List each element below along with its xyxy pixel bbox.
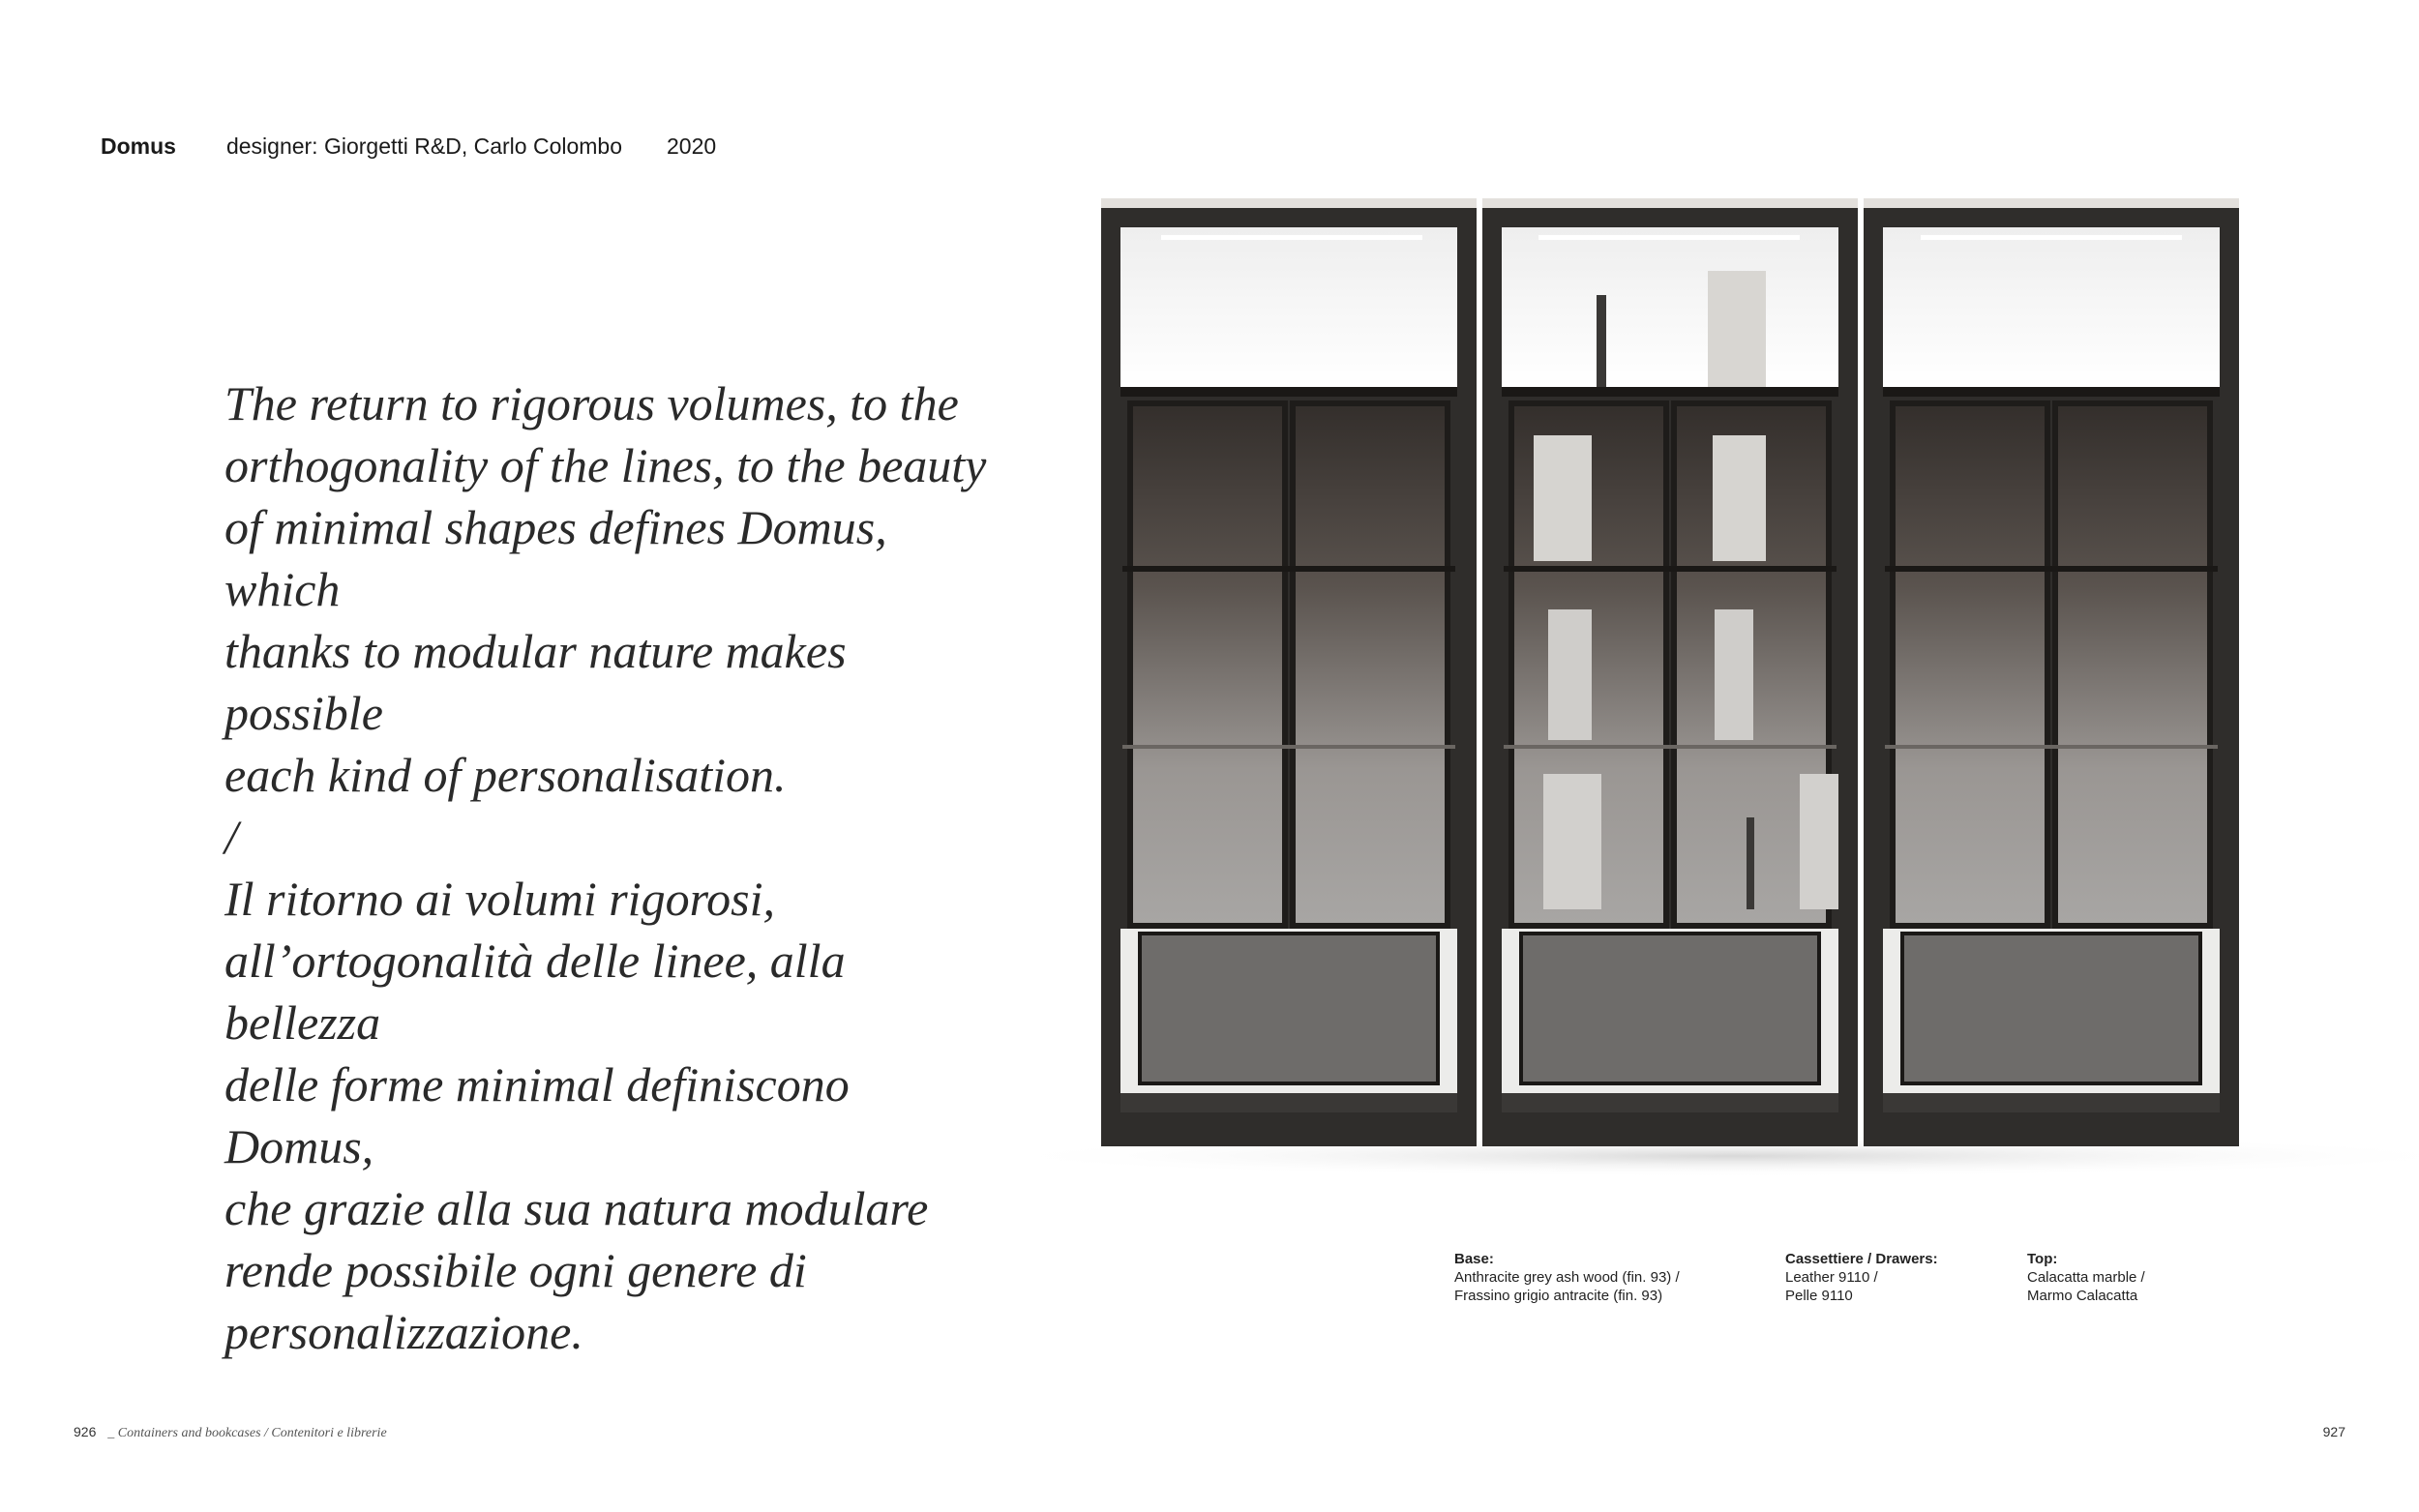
spec-line: Leather 9110 / [1785,1269,1878,1286]
page-number-right: 927 [2322,1424,2345,1439]
quote-line: personalizzazione. [224,1305,583,1359]
spec-title: Cassettiere / Drawers: [1785,1251,1938,1267]
page-number-left: 926 [74,1424,97,1439]
description-quote [224,372,999,1363]
quote-line: thanks to modular nature makes possible [224,624,847,740]
spec-line: Pelle 9110 [1785,1288,1853,1304]
bookcase-module-right [1864,198,2239,1146]
spec-line: Calacatta marble / [2027,1269,2145,1286]
quote-line: orthogonality of the lines, to the beauty [224,438,987,492]
brand-name: Domus [101,133,176,159]
quote-separator: / [224,810,238,864]
spec-top [2027,1250,2145,1305]
quote-line: delle forme minimal definiscono Domus, [224,1057,850,1173]
spec-base [1454,1250,1680,1305]
page-header [101,133,716,160]
spec-drawers [1785,1250,1938,1305]
quote-line: rende possibile ogni genere di [224,1243,807,1297]
quote-line: each kind of personalisation. [224,748,787,802]
quote-line: Il ritorno ai volumi rigorosi, [224,872,776,926]
spec-line: Anthracite grey ash wood (fin. 93) / [1454,1269,1680,1286]
bookcase-module-center [1482,198,1858,1146]
footer-left [74,1424,387,1441]
spec-title: Base: [1454,1251,1494,1267]
product-image [958,189,2419,1185]
section-title: _ Containers and bookcases / Contenitori e librerie [107,1426,387,1440]
quote-line: of minimal shapes defines Domus, which [224,500,887,616]
spec-line: Frassino grigio antracite (fin. 93) [1454,1288,1663,1304]
designer-credit: designer: Giorgetti R&D, Carlo Colombo [225,133,623,159]
quote-line: all’ortogonalità delle linee, alla bellezza [224,934,846,1050]
spec-title: Top: [2027,1251,2058,1267]
quote-line: che grazie alla sua natura modulare [224,1181,929,1235]
bookcase-module-left [1101,198,1477,1146]
quote-line: The return to rigorous volumes, to the [224,376,959,430]
spec-line: Marmo Calacatta [2027,1288,2138,1304]
year: 2020 [667,133,717,159]
